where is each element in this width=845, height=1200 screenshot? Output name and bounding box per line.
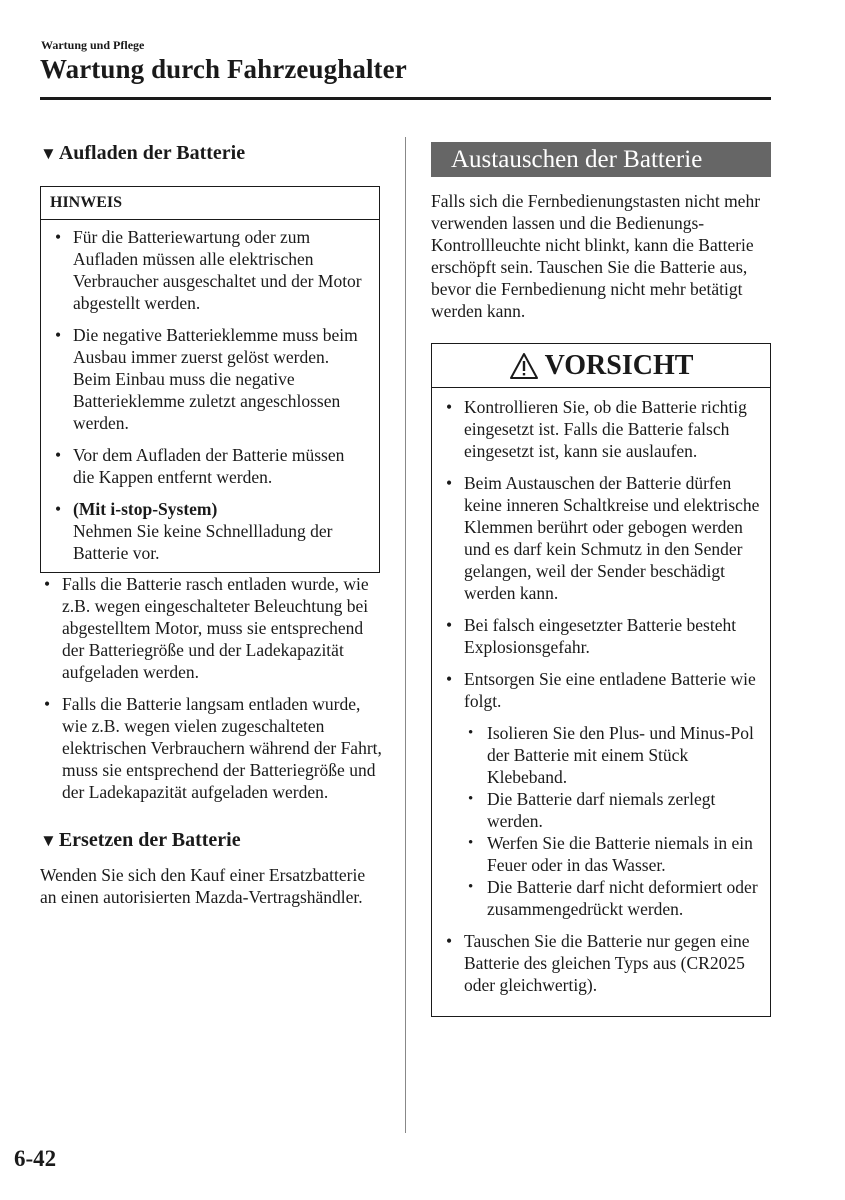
title-rule: [40, 97, 771, 100]
caution-item: [442, 668, 760, 920]
heading-ersetzen: [40, 827, 385, 854]
heading-aufladen: [40, 140, 385, 167]
sub-item: • Isolieren Sie den Plus- und Minus-Pol der Batterie mit einem Stück Klebeband.: [464, 722, 760, 788]
triangle-down-icon: ▼: [40, 144, 57, 163]
banner-austauschen: Austauschen der Batterie: [431, 142, 771, 177]
caution-header: [432, 344, 770, 388]
caution-item: • Bei falsch eingesetzter Batterie besteht Explosionsgefahr.: [442, 614, 760, 658]
sub-item: • Die Batterie darf nicht deformiert oder zusammengedrückt werden.: [464, 876, 760, 920]
caution-box: [431, 343, 771, 1017]
hinweis-label: HINWEIS: [41, 187, 379, 220]
sub-item: • Werfen Sie die Batterie niemals in ein Feuer oder in das Wasser.: [464, 832, 760, 876]
caution-item: • Tauschen Sie die Batterie nur gegen eine Batterie des gleichen Typs aus (CR2025 oder gleichwertig).: [442, 930, 760, 996]
column-divider: [405, 137, 406, 1133]
caution-item: • Kontrollieren Sie, ob die Batterie richtig eingesetzt ist. Falls die Batterie falsch eingesetzt ist, kann sie auslaufen.: [442, 396, 760, 462]
heading-ersetzen-text: Ersetzen der Batterie: [58, 829, 241, 851]
warning-icon: [509, 352, 539, 380]
caution-item: • Beim Austauschen der Batterie dürfen keine inneren Schaltkreise und elektrische Klemmen berührt oder gebogen werden und es darf kein Schmutz in den Sender gelangen, weil der Sender beschädigt werden kann.: [442, 472, 760, 604]
caution-label: VORSICHT: [544, 349, 694, 381]
hinweis-item-bold: (Mit i-stop-System): [73, 499, 218, 519]
page-title: Wartung durch Fahrzeughalter: [40, 54, 407, 84]
intro-paragraph: Falls sich die Fernbedienungstasten nicht mehr verwenden lassen und die Bedienungs-Kontrollleuchte nicht blinkt, kann die Batterie erschöpft sein. Tauschen Sie die Batterie aus, bevor die Fernbedienung nicht mehr betätigt werden kann.: [431, 191, 761, 321]
triangle-down-icon: ▼: [40, 831, 57, 850]
hinweis-item-text: Nehmen Sie keine Schnellladung der Batterie vor.: [73, 521, 333, 563]
ersetzen-paragraph: Wenden Sie sich den Kauf einer Ersatzbatterie an einen autorisierten Mazda-Vertragshändler.: [40, 865, 366, 907]
list-item: • Falls die Batterie langsam entladen wurde, wie z.B. wegen vielen zugeschalteten elektrischen Verbrauchern während der Fahrt, muss sie entsprechend der Batteriegröße und der Ladekapazität aufgeladen werden.: [40, 693, 385, 803]
left-list: [40, 573, 385, 803]
page-number: 6-42: [14, 1146, 57, 1171]
hinweis-list: [51, 226, 369, 564]
disposal-sublist: [464, 722, 760, 920]
caution-list: [442, 396, 760, 996]
hinweis-item: [51, 498, 369, 564]
list-item: • Falls die Batterie rasch entladen wurde, wie z.B. wegen eingeschalteter Beleuchtung bei abgestelltem Motor, muss sie entsprechend der Batteriegröße und der Ladekapazität aufgeladen werden.: [40, 573, 385, 683]
heading-aufladen-text: Aufladen der Batterie: [58, 142, 246, 164]
caution-item-text: Entsorgen Sie eine entladene Batterie wie folgt.: [464, 669, 756, 711]
left-column: [40, 140, 385, 908]
sub-item: • Die Batterie darf niemals zerlegt werden.: [464, 788, 760, 832]
right-column: [431, 142, 771, 1017]
hinweis-item: • Die negative Batterieklemme muss beim Ausbau immer zuerst gelöst werden. Beim Einbau muss die negative Batterieklemme zuletzt angeschlossen werden.: [51, 324, 369, 434]
section-label: Wartung und Pflege: [41, 38, 145, 52]
hinweis-item: • Vor dem Aufladen der Batterie müssen die Kappen entfernt werden.: [51, 444, 369, 488]
hinweis-item: • Für die Batteriewartung oder zum Aufladen müssen alle elektrischen Verbraucher ausgeschaltet und der Motor abgestellt werden.: [51, 226, 369, 314]
hinweis-box: [40, 186, 380, 573]
